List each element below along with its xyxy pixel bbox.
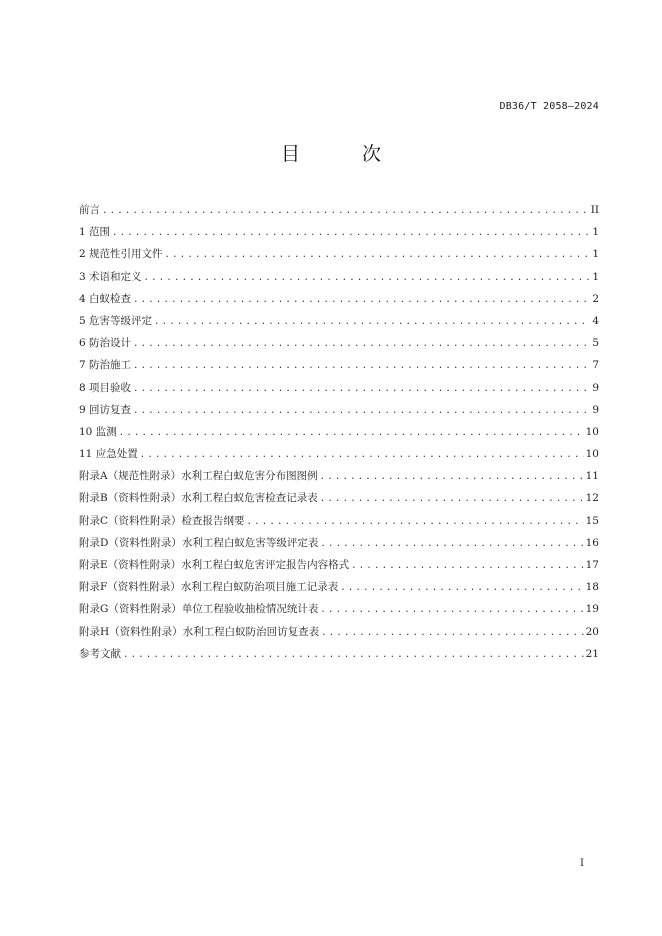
toc-leader-dots [144,267,591,289]
toc-entry-label: 5 危害等级评定 [79,314,153,327]
toc-leader-dots [133,400,590,422]
toc-leader-dots [165,244,591,266]
toc-entry-control-construction[interactable] [79,354,599,376]
toc-entry-label: 9 回访复查 [79,403,132,416]
toc-leader-dots [102,200,589,222]
toc-leader-dots [119,422,584,444]
toc-leader-dots [320,488,584,510]
toc-entry-label: 3 术语和定义 [79,270,142,283]
toc-entry-label: 附录D（资料性附录）水利工程白蚁危害等级评定表 [79,536,319,549]
toc-leader-dots [351,555,583,577]
toc-entry-page: 4 [592,314,599,327]
toc-entry-page: 17 [585,559,599,571]
toc-entry-appendix-c[interactable] [79,510,599,532]
toc-entry-label: 8 项目验收 [79,381,132,394]
toc-entry-label: 1 范围 [79,226,111,239]
toc-entry-page: 2 [592,292,599,305]
toc-entry-scope[interactable] [79,221,599,243]
toc-entry-page: 18 [585,581,599,594]
toc-entry-follow-up-review[interactable] [79,399,599,421]
toc-entry-page: 7 [592,359,599,372]
toc-entry-label: 前言 [79,204,100,216]
toc-entry-label: 4 白蚁检查 [79,292,132,305]
toc-leader-dots [247,511,584,533]
toc-entry-appendix-e[interactable] [79,554,599,576]
toc-entry-label: 附录F（资料性附录）水利工程白蚁防治项目施工记录表 [79,581,339,594]
toc-entry-page: II [590,204,599,216]
toc-entry-page: 21 [585,647,599,660]
toc-entry-label: 11 应急处置 [79,448,138,461]
toc-leader-dots [133,355,590,377]
toc-entry-control-design[interactable] [79,332,599,354]
toc-entry-appendix-f[interactable] [79,576,599,598]
toc-entry-page: 12 [585,492,599,505]
toc-entry-appendix-h[interactable] [79,621,599,643]
page-number: I [580,858,584,869]
document-code: DB36/T 2058—2024 [499,101,599,112]
toc-entry-emergency-response[interactable] [79,443,599,465]
toc-entry-label: 附录E（资料性附录）水利工程白蚁危害评定报告内容格式 [79,559,350,571]
toc-entry-page: 10 [585,425,599,438]
toc-entry-page: 9 [592,403,599,416]
toc-entry-page: 5 [592,337,599,350]
toc-entry-label: 附录B（资料性附录）水利工程白蚁危害检查记录表 [79,492,318,505]
toc-entry-page: 9 [592,381,599,394]
toc-entry-label: 7 防治施工 [79,359,132,372]
toc-entry-page: 20 [585,625,599,638]
toc-leader-dots [321,622,583,644]
toc-entry-normative-references[interactable] [79,243,599,265]
toc-entry-termite-inspection[interactable] [79,288,599,310]
toc-leader-dots [140,444,584,466]
toc-leader-dots [133,289,590,311]
toc-entry-page: 1 [592,270,599,283]
toc-entry-appendix-g[interactable] [79,598,599,620]
toc-entry-page: 1 [592,248,599,261]
toc-entry-references[interactable] [79,643,599,665]
toc-entry-label: 6 防治设计 [79,337,132,350]
toc-leader-dots [133,333,590,355]
toc-entry-page: 16 [585,536,599,549]
toc-title: 目 次 [280,143,410,165]
toc-entry-label: 附录A（规范性附录）水利工程白蚁危害分布图图例 [79,470,318,483]
toc-leader-dots [320,599,583,621]
toc-entry-appendix-d[interactable] [79,532,599,554]
toc-entry-page: 1 [592,226,599,239]
toc-entry-project-acceptance[interactable] [79,377,599,399]
toc-entry-page: 19 [585,603,599,616]
toc-leader-dots [320,466,584,488]
toc-leader-dots [154,311,590,333]
toc-entry-page: 15 [585,514,599,527]
toc-entry-label: 参考文献 [79,647,121,660]
toc-entry-page: 10 [585,448,599,461]
toc-entry-monitoring[interactable] [79,421,599,443]
toc-entry-appendix-a[interactable] [79,465,599,487]
toc-entry-label: 附录H（资料性附录）水利工程白蚁防治回访复查表 [79,625,320,638]
toc-entry-page: 11 [585,470,599,483]
table-of-contents [79,199,599,665]
toc-entry-label: 附录G（资料性附录）单位工程验收抽检情况统计表 [79,603,319,616]
toc-entry-appendix-b[interactable] [79,487,599,509]
toc-entry-terms-definitions[interactable] [79,266,599,288]
toc-leader-dots [123,644,584,666]
toc-leader-dots [320,533,583,555]
toc-leader-dots [112,222,590,244]
toc-entry-label: 2 规范性引用文件 [79,248,163,261]
toc-leader-dots [133,378,590,400]
toc-leader-dots [340,577,583,599]
toc-entry-foreword[interactable] [79,199,599,221]
toc-entry-label: 10 监测 [79,425,117,438]
toc-entry-hazard-rating[interactable] [79,310,599,332]
toc-entry-label: 附录C（资料性附录）检查报告纲要 [79,514,245,527]
